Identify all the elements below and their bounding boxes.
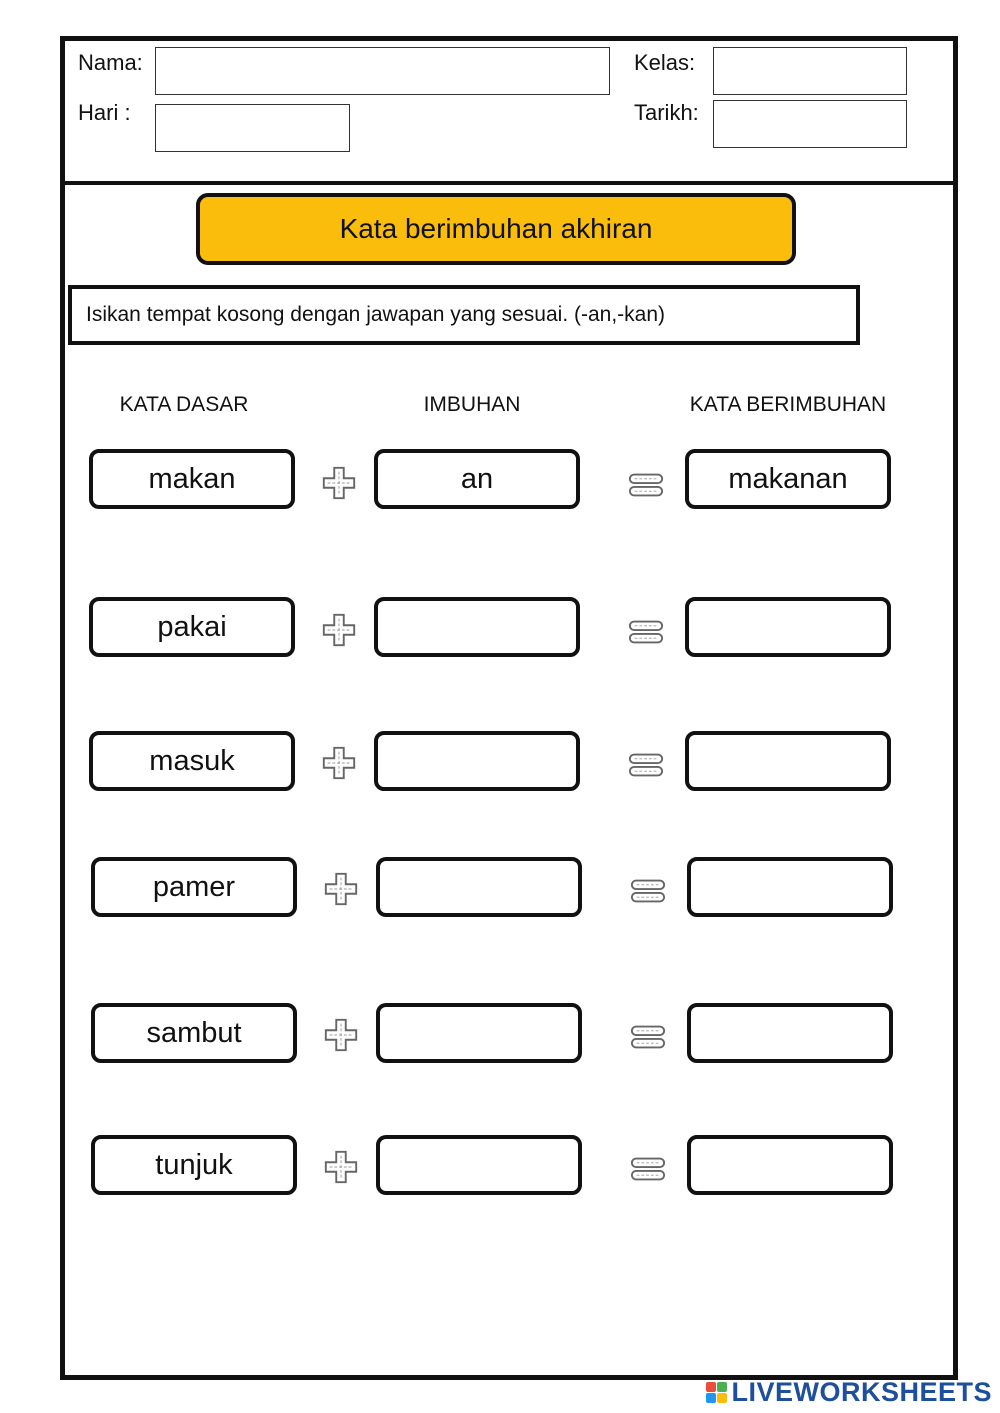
affix-input[interactable] (374, 449, 580, 509)
header-divider (60, 181, 958, 185)
liveworksheets-logo (706, 1377, 992, 1408)
tarikh-field[interactable] (713, 100, 907, 148)
plus-icon (320, 611, 358, 649)
result-input[interactable] (685, 449, 891, 509)
column-heading-affix: IMBUHAN (423, 393, 521, 416)
logo-squares-icon (706, 1382, 727, 1403)
equals-icon (629, 1150, 667, 1188)
column-heading-base: KATA DASAR (119, 393, 249, 416)
plus-icon (322, 1148, 360, 1186)
hari-label: Hari : (78, 100, 131, 125)
affix-input[interactable] (376, 1003, 582, 1063)
result-input[interactable] (687, 857, 893, 917)
base-word-box: masuk (89, 731, 295, 791)
base-word-box: tunjuk (91, 1135, 297, 1195)
kelas-label: Kelas: (634, 50, 696, 75)
affix-input[interactable] (374, 597, 580, 657)
result-input[interactable] (685, 597, 891, 657)
equals-icon (627, 466, 665, 504)
affix-input[interactable] (376, 857, 582, 917)
nama-field[interactable] (155, 47, 610, 95)
worksheet-title: Kata berimbuhan akhiran (196, 193, 796, 265)
equals-icon (627, 746, 665, 784)
equals-icon (627, 613, 665, 651)
plus-icon (322, 870, 360, 908)
nama-label: Nama: (78, 50, 143, 75)
hari-field[interactable] (155, 104, 350, 152)
base-word-box: pakai (89, 597, 295, 657)
result-input[interactable] (685, 731, 891, 791)
base-word-box: sambut (91, 1003, 297, 1063)
plus-icon (320, 744, 358, 782)
base-word-box: pamer (91, 857, 297, 917)
instruction-box: Isikan tempat kosong dengan jawapan yang sesuai. (-an,-kan) (68, 285, 860, 345)
result-input[interactable] (687, 1003, 893, 1063)
kelas-field[interactable] (713, 47, 907, 95)
result-input[interactable] (687, 1135, 893, 1195)
base-word-box: makan (89, 449, 295, 509)
affix-input[interactable] (376, 1135, 582, 1195)
affix-input[interactable] (374, 731, 580, 791)
column-heading-result: KATA BERIMBUHAN (689, 393, 887, 416)
plus-icon (322, 1016, 360, 1054)
logo-text: LIVEWORKSHEETS (731, 1377, 992, 1407)
equals-icon (629, 1018, 667, 1056)
plus-icon (320, 464, 358, 502)
equals-icon (629, 872, 667, 910)
tarikh-label: Tarikh: (634, 100, 699, 125)
